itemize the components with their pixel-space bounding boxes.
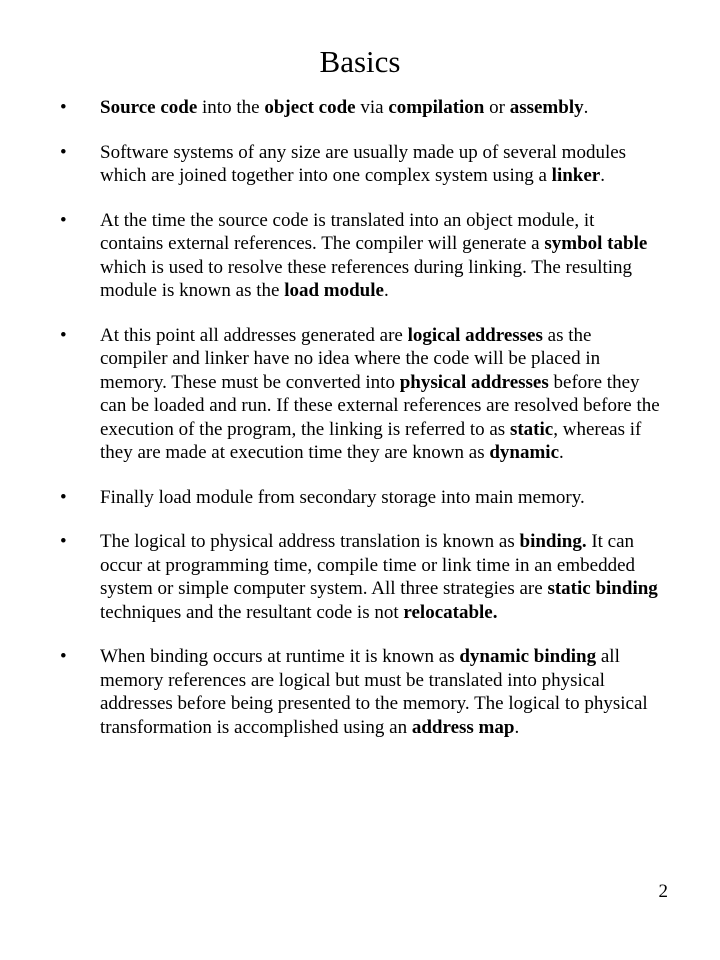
text-run: or xyxy=(484,97,510,118)
text-run: At the time the source code is translated into an object module, it contains external references. The compiler will generate a xyxy=(100,209,595,254)
bold-term: dynamic binding xyxy=(459,646,597,667)
text-run: . xyxy=(559,442,564,463)
bold-term: static xyxy=(509,418,554,440)
bullet-dot: • xyxy=(60,209,67,231)
bullet-item xyxy=(60,530,660,624)
bullet-item xyxy=(60,141,660,188)
bullet-dot: • xyxy=(60,531,67,552)
bold-term: Source code xyxy=(100,97,198,118)
bullet-dot: • xyxy=(60,97,67,118)
bullet-text xyxy=(100,142,626,187)
text-run: When binding occurs at runtime it is known as xyxy=(100,646,460,667)
bold-term: load module xyxy=(284,280,384,301)
text-run: . xyxy=(600,165,605,186)
bullet-text xyxy=(100,531,658,623)
text-run: before they can be loaded and run. If these external references are resolved before the execution of the program, the linking is referred to as xyxy=(100,371,660,440)
page-number: 2 xyxy=(658,881,668,902)
bold-term: relocatable. xyxy=(403,601,498,623)
text-run: as the compiler and linker have no idea where the code will be placed in memory. These must be converted into xyxy=(100,324,601,393)
bullet-list xyxy=(60,96,660,760)
bold-term: linker xyxy=(551,165,601,186)
bullet-dot: • xyxy=(60,141,67,163)
text-run: all memory references are logical but must be translated into physical addresses before being presented to the memory. The logical to physical transformation is accomplished using an xyxy=(100,646,648,738)
slide-title: Basics xyxy=(319,44,401,79)
bold-term: static binding xyxy=(547,578,658,599)
text-run: . xyxy=(383,280,389,301)
text-run: Software systems of any size are usually made up of several modules which are joined together into one complex system using a xyxy=(100,141,627,186)
bold-term: physical addresses xyxy=(399,371,549,393)
text-run: . xyxy=(514,716,520,738)
bullet-item xyxy=(60,96,660,120)
bold-term: assembly xyxy=(509,97,584,118)
text-run: into the xyxy=(197,97,265,118)
bold-term: binding. xyxy=(519,531,587,552)
bullet-text xyxy=(100,646,648,738)
bullet-text xyxy=(100,97,588,118)
text-run: , whereas if they are made at execution time they are known as xyxy=(100,418,642,463)
bullet-item xyxy=(60,324,660,465)
bullet-item xyxy=(60,209,660,303)
bold-term: compilation xyxy=(388,97,485,118)
text-run: . xyxy=(583,97,589,118)
bullet-item xyxy=(60,486,660,510)
text-run: via xyxy=(355,97,389,118)
bold-term: symbol table xyxy=(544,233,648,254)
bold-term: address map xyxy=(411,716,515,738)
text-run: The logical to physical address translation is known as xyxy=(100,531,520,552)
text-run: techniques and the resultant code is not xyxy=(100,601,404,623)
text-run: which is used to resolve these references during linking. The resulting module is known as the xyxy=(100,256,633,301)
bullet-item xyxy=(60,645,660,739)
bullet-text xyxy=(100,210,647,302)
bullet-dot: • xyxy=(60,486,67,508)
text-run: At this point all addresses generated are xyxy=(100,324,408,346)
bold-term: dynamic xyxy=(489,442,560,463)
bullet-text xyxy=(100,325,660,464)
bullet-dot: • xyxy=(60,324,67,346)
text-run: Finally load module from secondary storage into main memory. xyxy=(100,486,585,508)
text-run: It can occur at programming time, compile time or link time in an embedded system or simple computer system. All three strategies are xyxy=(100,531,636,599)
bold-term: object code xyxy=(264,97,356,118)
bold-term: logical addresses xyxy=(407,324,543,346)
bullet-dot: • xyxy=(60,646,67,667)
bullet-text xyxy=(100,487,585,508)
